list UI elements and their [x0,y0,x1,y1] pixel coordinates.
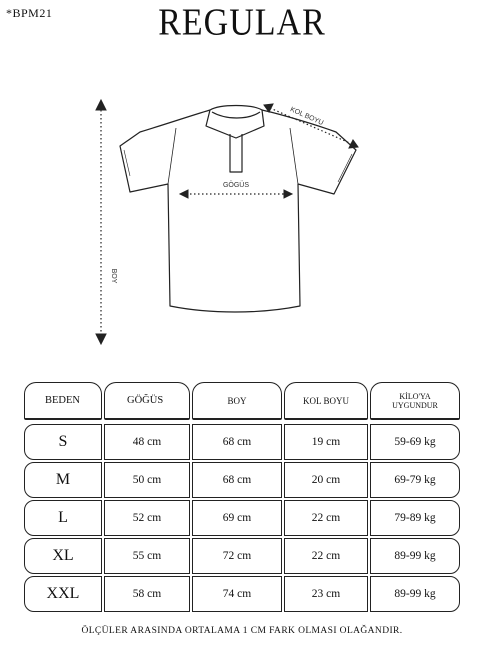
table-row [24,538,460,574]
header-chest: GÖĞÜS [104,382,190,420]
table-row [24,500,460,536]
chest-cell: 50 cm [104,462,190,498]
length-cell: 72 cm [192,538,282,574]
weight-cell: 59-69 kg [370,424,460,460]
chest-cell: 58 cm [104,576,190,612]
table-row [24,424,460,460]
length-label: BOY [110,268,117,284]
header-size: BEDEN [24,382,102,420]
table-row [24,576,460,612]
polo-shirt-outline [120,106,356,313]
weight-cell: 89-99 kg [370,576,460,612]
weight-cell: 79-89 kg [370,500,460,536]
header-sleeve: KOL BOYU [284,382,368,420]
length-cell: 69 cm [192,500,282,536]
product-code: *BPM21 [6,6,53,20]
header-weight-line2: UYGUNDUR [392,400,438,410]
size-cell: XXL [24,576,102,612]
chest-measurement-arrow [180,190,292,198]
sleeve-cell: 22 cm [284,538,368,574]
size-cell: XL [24,538,102,574]
size-cell: M [24,462,102,498]
weight-cell: 89-99 kg [370,538,460,574]
sleeve-cell: 20 cm [284,462,368,498]
sleeve-measurement-arrow [264,104,358,148]
footer-note: ÖLÇÜLER ARASINDA ORTALAMA 1 CM FARK OLMASI OLAĞANDIR. [81,626,403,636]
chest-cell: 52 cm [104,500,190,536]
header-weight [370,382,460,420]
size-cell: L [24,500,102,536]
sleeve-label: KOL BOYU [288,106,325,128]
table-row [24,462,460,498]
weight-cell: 69-79 kg [370,462,460,498]
chest-cell: 55 cm [104,538,190,574]
header-length: BOY [192,382,282,420]
header-weight-line1: KİLO'YA [399,391,431,401]
length-cell: 74 cm [192,576,282,612]
length-measurement-arrow [96,100,106,344]
fit-title: REGULAR [158,2,326,44]
length-cell: 68 cm [192,424,282,460]
sleeve-cell: 23 cm [284,576,368,612]
sleeve-cell: 22 cm [284,500,368,536]
size-chart-table [24,382,460,616]
chest-label: GÖGÜS [222,182,250,189]
shirt-measurement-diagram [0,80,484,360]
sleeve-cell: 19 cm [284,424,368,460]
length-cell: 68 cm [192,462,282,498]
size-cell: S [24,424,102,460]
chest-cell: 48 cm [104,424,190,460]
